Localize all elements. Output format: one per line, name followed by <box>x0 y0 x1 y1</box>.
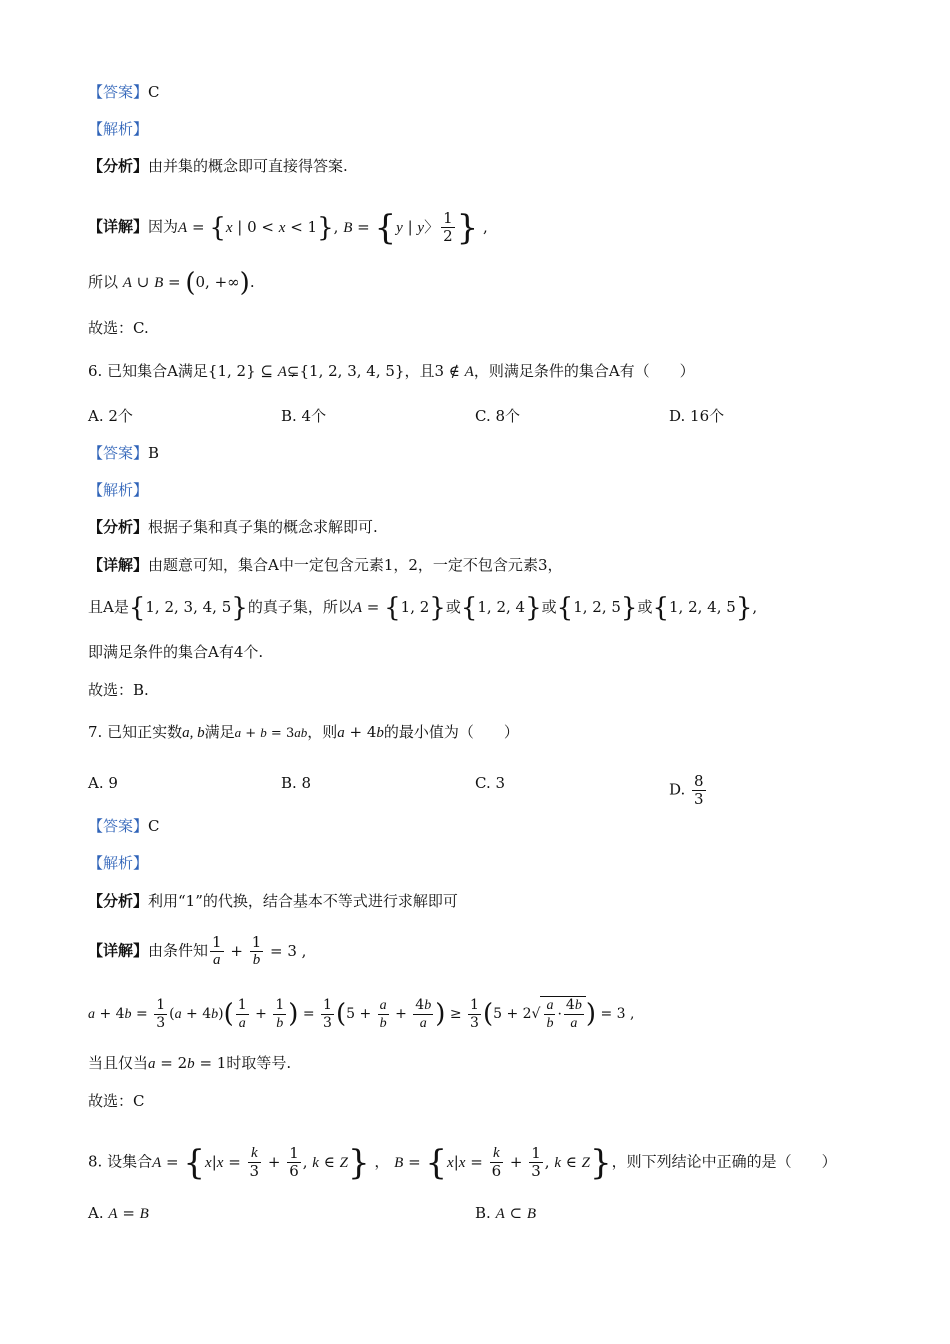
q6-answer-line <box>88 443 159 463</box>
analysis-tag: 【解析】 <box>88 481 149 499</box>
q7-choose: 故选：C <box>88 1092 145 1110</box>
detail-tag: 【详解】 <box>88 217 149 236</box>
q6-answer: B <box>148 444 160 462</box>
q6-option-a: A. 2个 <box>88 407 133 425</box>
q5-answer: C <box>148 83 160 101</box>
q7-option-d-fraction: $\frac{8}{3}$ <box>694 772 704 808</box>
q5-result-prefix: 所以 <box>88 273 119 291</box>
analysis-tag: 【解析】 <box>88 120 149 138</box>
q7-equality-line <box>88 1053 291 1074</box>
q6-stem-suffix: ，则满足条件的集合A有（ ） <box>473 362 695 380</box>
q8-option-b-label: B. <box>475 1204 491 1222</box>
q8-stem-prefix: 8. 设集合 <box>88 1152 153 1171</box>
q6-set4: {1, 2, 4, 5}, <box>652 593 758 623</box>
q5-detail-math: A = {x | 0 < x < 1}, B = {y | y〉 $\frac{1}{2}$ } , <box>178 207 488 248</box>
q7-condition: a + b = 3ab <box>234 725 308 741</box>
q8-stem: 8. 设集合A = {x|x = $\frac{k}{3}$ + $\frac{1}{6}$ , k ∈ Z} ， B = {x|x = $\frac{k}{6}$ + $\frac{1}{3}$ , k ∈ Z}，则下列结论中正确的是（ ） <box>88 1142 837 1183</box>
q5-detail-prefix: 因为 <box>148 217 179 236</box>
answer-tag: 【答案】 <box>88 444 149 462</box>
q7-stem <box>88 722 519 744</box>
q6-analysis-line <box>88 480 148 500</box>
q7-analysis-line <box>88 853 148 873</box>
q8-set-b: B = {x|x = $\frac{k}{6}$ + $\frac{1}{3}$ , k ∈ Z} <box>394 1142 612 1183</box>
q6-stem <box>88 361 695 382</box>
q6-stem-math2: 3 ∉ A <box>434 362 474 380</box>
q7-option-c: C. 3 <box>475 774 506 792</box>
q6-detail-line <box>88 555 562 575</box>
q6-detail: 由题意可知，集合A中一定包含元素1，2，一定不包含元素3， <box>148 556 563 574</box>
q7-derivation: a + 4b = $\frac{1}{3}$ (a + 4b)( $\frac{1}{a}$ + $\frac{1}{b}$ ) = $\frac{1}{3}$ (5 + $\frac{a}{b}$ + $\frac{4b}{a}$ ) ≥ $\frac{1}{3}$ (5 + 2√ $\frac{a}{b}$ · $\frac{4b}{a}$ ) = 3 , <box>88 996 635 1031</box>
q8-stem-suffix: ，则下列结论中正确的是（ ） <box>611 1152 837 1171</box>
q5-result-line <box>88 268 255 298</box>
q7-fenxi: 利用“1”的代换，结合基本不等式进行求解即可 <box>148 892 458 910</box>
q6-option-b: B. 4个 <box>281 407 327 425</box>
q6-stem-prefix: 6. 已知集合A满足 <box>88 362 208 380</box>
q6-set2: {1, 2, 4} <box>460 593 542 623</box>
q5-detail-line <box>88 207 488 248</box>
answer-tag: 【答案】 <box>88 83 149 101</box>
q6-or-3: 或 <box>637 598 653 616</box>
q6-line2-prefix: 且A是 <box>88 598 129 616</box>
q6-fenxi-line <box>88 517 378 537</box>
q7-answer: C <box>148 817 160 835</box>
fenxi-tag: 【分析】 <box>88 157 149 175</box>
q8-option-a-label: A. <box>88 1204 104 1222</box>
q7-detail-math: $\frac{1}{a}$ + $\frac{1}{b}$ = 3 , <box>212 933 307 968</box>
q5-answer-line <box>88 82 160 102</box>
q7-eq-prefix: 当且仅当 <box>88 1054 149 1072</box>
detail-tag: 【详解】 <box>88 941 149 960</box>
q7-stem-mid: 满足 <box>204 723 235 741</box>
q5-result-math: A ∪ B = (0, +∞). <box>122 268 255 298</box>
q7-stem-suffix: 的最小值为（ ） <box>383 723 519 741</box>
q7-stem-mid2: ，则 <box>307 723 338 741</box>
q7-vars: a, b <box>182 725 205 741</box>
q6-option-c: C. 8个 <box>475 407 521 425</box>
q6-set1: A = {1, 2} <box>352 593 446 623</box>
q8-option-b: B. A ⊂ B <box>475 1204 537 1222</box>
q6-superset-math: {1, 2, 3, 4, 5} <box>128 593 248 623</box>
analysis-tag: 【解析】 <box>88 854 149 872</box>
q7-stem-prefix: 7. 已知正实数 <box>88 723 183 741</box>
q6-stem-mid: ，且 <box>404 362 435 380</box>
q7-detail-line <box>88 934 306 969</box>
q6-or-2: 或 <box>541 598 557 616</box>
q6-stem-math: {1, 2} ⊆ A⊊{1, 2, 3, 4, 5} <box>207 362 405 380</box>
q6-line2-mid: 的真子集，所以 <box>247 598 353 616</box>
q7-option-d-label: D. <box>669 780 686 799</box>
q7-option-b: B. 8 <box>281 774 312 792</box>
q7-answer-line <box>88 816 160 836</box>
fenxi-tag: 【分析】 <box>88 518 149 536</box>
q7-fenxi-line <box>88 891 458 911</box>
q6-set3: {1, 2, 5} <box>556 593 638 623</box>
q5-fenxi-line <box>88 156 348 176</box>
q7-detail-prefix: 由条件知 <box>148 941 209 960</box>
q8-option-a: A. A = B <box>88 1204 149 1222</box>
q7-eq-math: a = 2b = 1 <box>148 1054 227 1072</box>
q5-choose: 故选：C. <box>88 319 149 337</box>
q6-option-d: D. 16个 <box>669 407 725 425</box>
q7-target: a + 4b <box>337 723 384 741</box>
q7-option-d <box>669 773 708 808</box>
fenxi-tag: 【分析】 <box>88 892 149 910</box>
q5-analysis-line <box>88 119 148 139</box>
detail-tag: 【详解】 <box>88 556 149 574</box>
answer-tag: 【答案】 <box>88 817 149 835</box>
q6-line2 <box>88 593 758 623</box>
q8-set-a: A = {x|x = $\frac{k}{3}$ + $\frac{1}{6}$ , k ∈ Z} <box>152 1142 370 1183</box>
q6-conclusion: 即满足条件的集合A有4个. <box>88 643 264 661</box>
q6-choose: 故选：B. <box>88 681 149 699</box>
q6-or-1: 或 <box>445 598 461 616</box>
q6-fenxi: 根据子集和真子集的概念求解即可. <box>148 518 378 536</box>
q7-eq-suffix: 时取等号. <box>226 1054 292 1072</box>
q5-fenxi: 由并集的概念即可直接得答案. <box>148 157 348 175</box>
q7-option-a: A. 9 <box>88 774 118 792</box>
